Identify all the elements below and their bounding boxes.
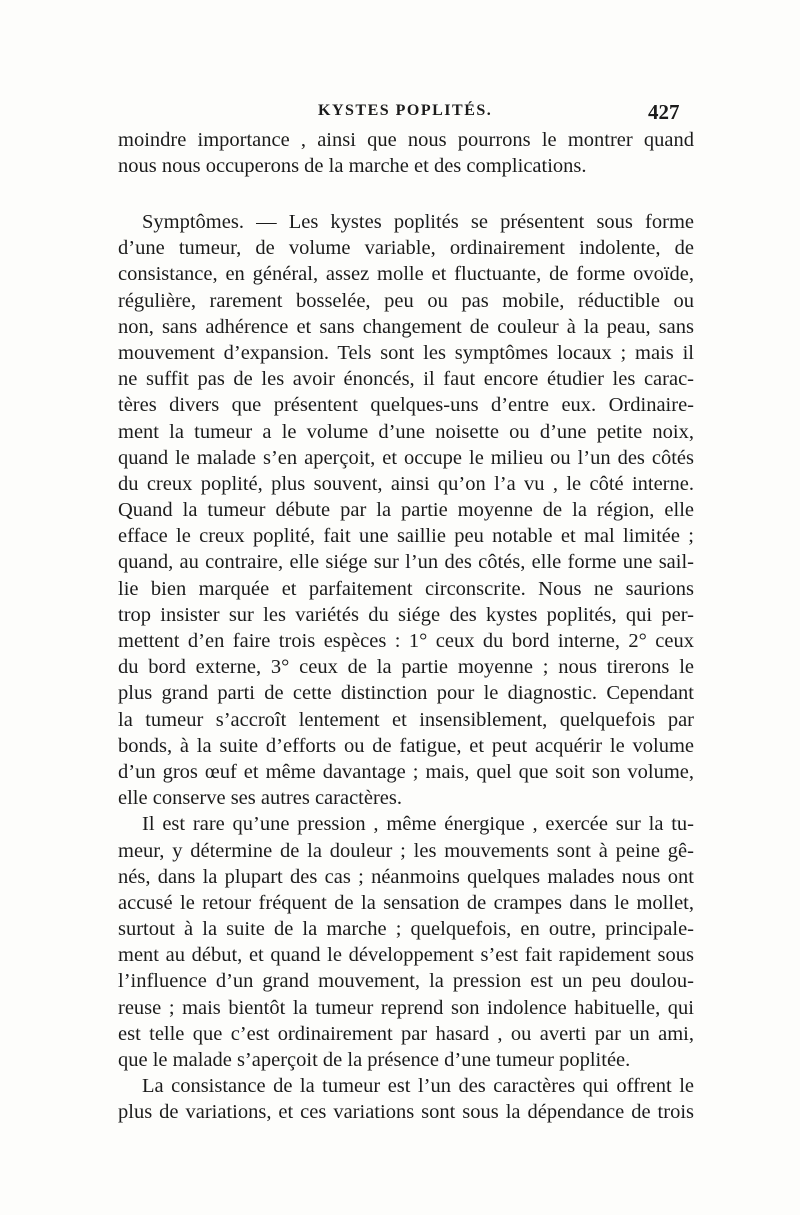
text-line: moindre importance , ainsi que nous pourrons le montrer quand bbox=[118, 129, 694, 151]
text-line: meur, y détermine de la douleur ; les mouvements sont à peine gê- bbox=[118, 840, 694, 862]
text-line: accusé le retour fréquent de la sensation de crampes dans le mollet, bbox=[118, 892, 694, 914]
text-line: trop insister sur les variétés du siége des kystes poplités, qui per- bbox=[118, 604, 694, 626]
text-line: est telle que c’est ordinairement par hasard , ou averti par un ami, bbox=[118, 1023, 694, 1045]
text-line: quand le malade s’en aperçoit, et occupe le milieu ou l’un des côtés bbox=[118, 447, 694, 469]
text-line: efface le creux poplité, fait une saillie peu notable et mal limitée ; bbox=[118, 525, 694, 547]
text-line: la tumeur s’accroît lentement et insensiblement, quelquefois par bbox=[118, 709, 694, 731]
running-title: KYSTES POPLITÉS. bbox=[318, 102, 493, 119]
page-number: 427 bbox=[648, 100, 680, 124]
text-line: tères divers que présentent quelques-uns d’entre eux. Ordinaire- bbox=[118, 394, 694, 416]
text-line: mettent d’en faire trois espèces : 1° ceux du bord interne, 2° ceux bbox=[118, 630, 694, 652]
text-line: Il est rare qu’une pression , même énergique , exercée sur la tu- bbox=[142, 813, 694, 835]
text-line: l’influence d’un grand mouvement, la pression est un peu doulou- bbox=[118, 970, 694, 992]
text-line: plus grand parti de cette distinction pour le diagnostic. Cependant bbox=[118, 682, 694, 704]
text-line: nés, dans la plupart des cas ; néanmoins quelques malades nous ont bbox=[118, 866, 694, 888]
text-line: consistance, en général, assez molle et fluctuante, de forme ovoïde, bbox=[118, 263, 694, 285]
text-line: surtout à la suite de la marche ; quelquefois, en outre, principale- bbox=[118, 918, 694, 940]
text-line: d’une tumeur, de volume variable, ordinairement indolente, de bbox=[118, 237, 694, 259]
text-line: que le malade s’aperçoit de la présence d’une tumeur poplitée. bbox=[118, 1049, 631, 1071]
text-line: elle conserve ses autres caractères. bbox=[118, 787, 402, 809]
text-line: régulière, rarement bosselée, peu ou pas mobile, réductible ou bbox=[118, 290, 694, 312]
text-line: lie bien marquée et parfaitement circonscrite. Nous ne saurions bbox=[118, 578, 694, 600]
text-line: du bord externe, 3° ceux de la partie moyenne ; nous tirerons le bbox=[118, 656, 694, 678]
text-line: mouvement d’expansion. Tels sont les symptômes locaux ; mais il bbox=[118, 342, 694, 364]
text-line: nous nous occuperons de la marche et des complications. bbox=[118, 155, 587, 177]
text-line: bonds, à la suite d’efforts ou de fatigue, et peut acquérir le volume bbox=[118, 735, 694, 757]
text-line: non, sans adhérence et sans changement de couleur à la peau, sans bbox=[118, 316, 694, 338]
text-line: ne suffit pas de les avoir énoncés, il faut encore étudier les carac- bbox=[118, 368, 694, 390]
text-line: reuse ; mais bientôt la tumeur reprend son indolence habituelle, qui bbox=[118, 997, 694, 1019]
text-line: La consistance de la tumeur est l’un des caractères qui offrent le bbox=[142, 1075, 694, 1097]
page-header bbox=[0, 100, 800, 130]
text-line: d’un gros œuf et même davantage ; mais, quel que soit son volume, bbox=[118, 761, 694, 783]
text-line: du creux poplité, plus souvent, ainsi qu’on l’a vu , le côté interne. bbox=[118, 473, 694, 495]
text-line: ment au début, et quand le développement s’est fait rapidement sous bbox=[118, 944, 694, 966]
text-line: quand, au contraire, elle siége sur l’un des côtés, elle forme une sail- bbox=[118, 551, 694, 573]
text-line: Quand la tumeur débute par la partie moyenne de la région, elle bbox=[118, 499, 694, 521]
text-line: plus de variations, et ces variations sont sous la dépendance de trois bbox=[118, 1101, 694, 1123]
text-line: Symptômes. — Les kystes poplités se présentent sous forme bbox=[142, 211, 694, 233]
text-line: ment la tumeur a le volume d’une noisette ou d’une petite noix, bbox=[118, 421, 694, 443]
